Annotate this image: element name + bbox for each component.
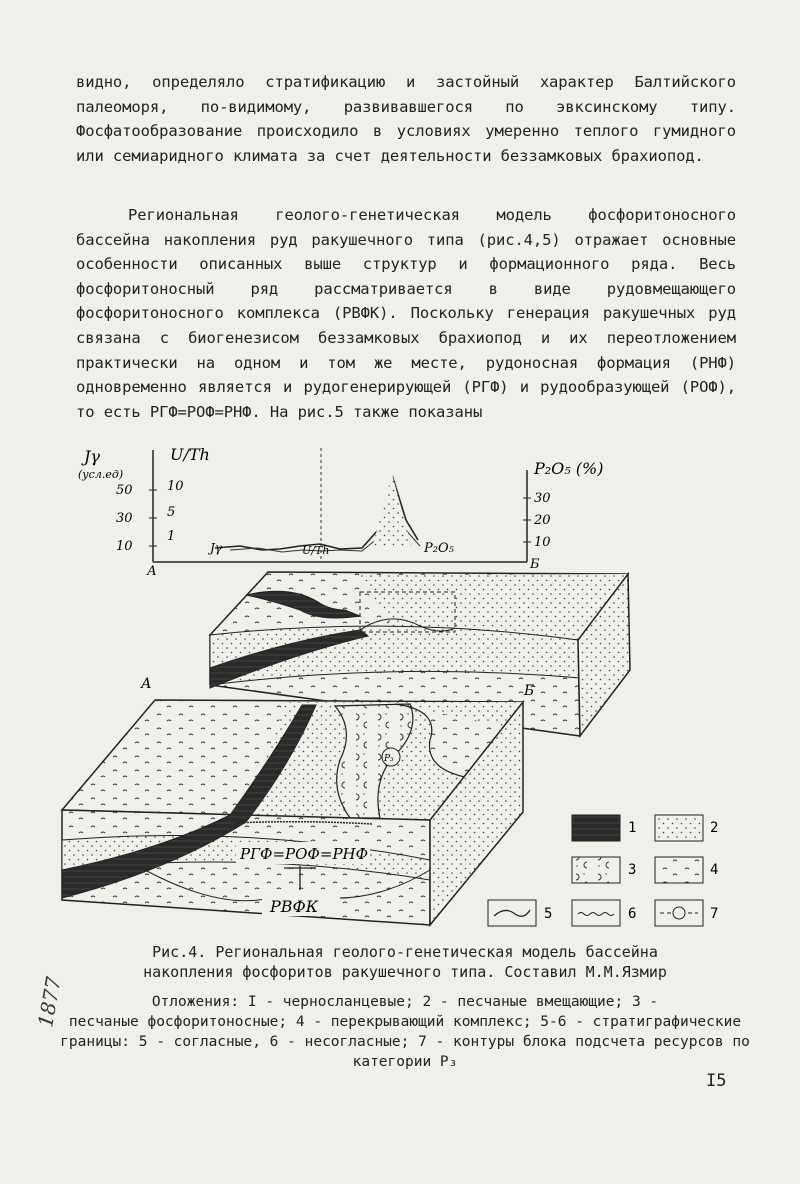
p2o5-peak-fill (372, 474, 412, 548)
uth-tick-5: 5 (167, 505, 176, 520)
figure-legend (488, 815, 718, 926)
block-diagram-large (62, 700, 523, 925)
curve-p2o5-label: P₂O₅ (424, 541, 454, 556)
jy-tick-30: 30 (116, 511, 133, 526)
figure-4 (0, 430, 800, 940)
uth-tick-1: 1 (167, 529, 176, 544)
page-number: I5 (706, 1071, 727, 1091)
small-block-a: А (141, 676, 152, 692)
uth-tick-10: 10 (167, 479, 184, 494)
legend-swatch-5 (488, 900, 536, 926)
legend-swatch-3 (572, 857, 620, 883)
axis-jy-title: Jγ (84, 447, 100, 466)
jy-tick-10: 10 (116, 539, 133, 554)
axis-uth-title: U/Th (170, 445, 210, 464)
p3-label: P₃ (384, 754, 394, 764)
legend-num-6: 6 (628, 906, 637, 922)
curve-jy-label: Jγ (210, 541, 222, 555)
p2o5-tick-20: 20 (534, 513, 551, 528)
paragraph-2: Региональная геолого-генетическая модель фосфоритоносного бассейна накопления руд ракушечного типа (рис.4,5) отражает основные особенности описанных выше структур и формационного ряда. Весь фосфоритоносный ряд рассматривается в виде рудовмещающего фосфоритоносного комплекса (РВФК). Поскольку генерация ракушечных руд связана с биогенезисом беззамковых брахиопод и их переотложением практически на одном и том же месте, рудоносная формация (РНФ) одновременно является и рудогенерирующей (РГФ) и рудообразующей (РОФ), то есть РГФ=РОФ=РНФ. На рис.5 также показаны (76, 206, 736, 421)
legend-swatch-2 (655, 815, 703, 841)
legend-num-5: 5 (544, 906, 553, 922)
profile-point-b: Б (530, 557, 540, 572)
legend-description: Отложения: I - черносланцевые; 2 - песчаные вмещающие; 3 - песчаные фосфоритоносные; 4 - перекрывающий комплекс; 5-6 - стратиграфические границы: 5 - согласные, 6 - несогласные; 7 - контуры блока подсчета ресурсов по категории P₃ (60, 994, 750, 1070)
axis-p2o5-title: P₂O₅ (%) (534, 459, 604, 478)
p2o5-tick-10: 10 (534, 535, 551, 550)
legend-num-7: 7 (710, 906, 719, 922)
profile-graph (78, 445, 603, 579)
handwritten-note: 1877 (33, 974, 66, 1030)
profile-point-a: А (147, 564, 157, 579)
legend-swatch-1 (572, 815, 620, 841)
legend-swatch-4 (655, 857, 703, 883)
legend-num-3: 3 (628, 862, 637, 878)
legend-num-1: 1 (628, 820, 637, 836)
paragraph-1: видно, определяло стратификацию и застойный характер Балтийского палеоморя, по-видимому, развивавшегося по эвксинскому типу. Фосфатообразование происходило в условиях умеренно теплого гумидного или семиаридного климата за счет деятельности беззамковых брахиопод. (76, 73, 736, 165)
legend-num-2: 2 (710, 820, 719, 836)
figure-caption: Рис.4. Региональная геолого-генетическая модель бассейна накопления фосфоритов ракушечного типа. Составил М.М.Язмир (143, 943, 667, 981)
curve-uth-label: U/Th (302, 544, 330, 557)
formula-label: РГФ=РОФ=РНФ (240, 845, 369, 863)
complex-label: РВФК (270, 897, 319, 916)
p2o5-tick-30: 30 (534, 491, 551, 506)
legend-num-4: 4 (710, 862, 719, 878)
small-block-b: Б (524, 683, 535, 699)
jy-tick-50: 50 (116, 483, 133, 498)
axis-jy-unit: (усл.ед) (78, 468, 124, 481)
